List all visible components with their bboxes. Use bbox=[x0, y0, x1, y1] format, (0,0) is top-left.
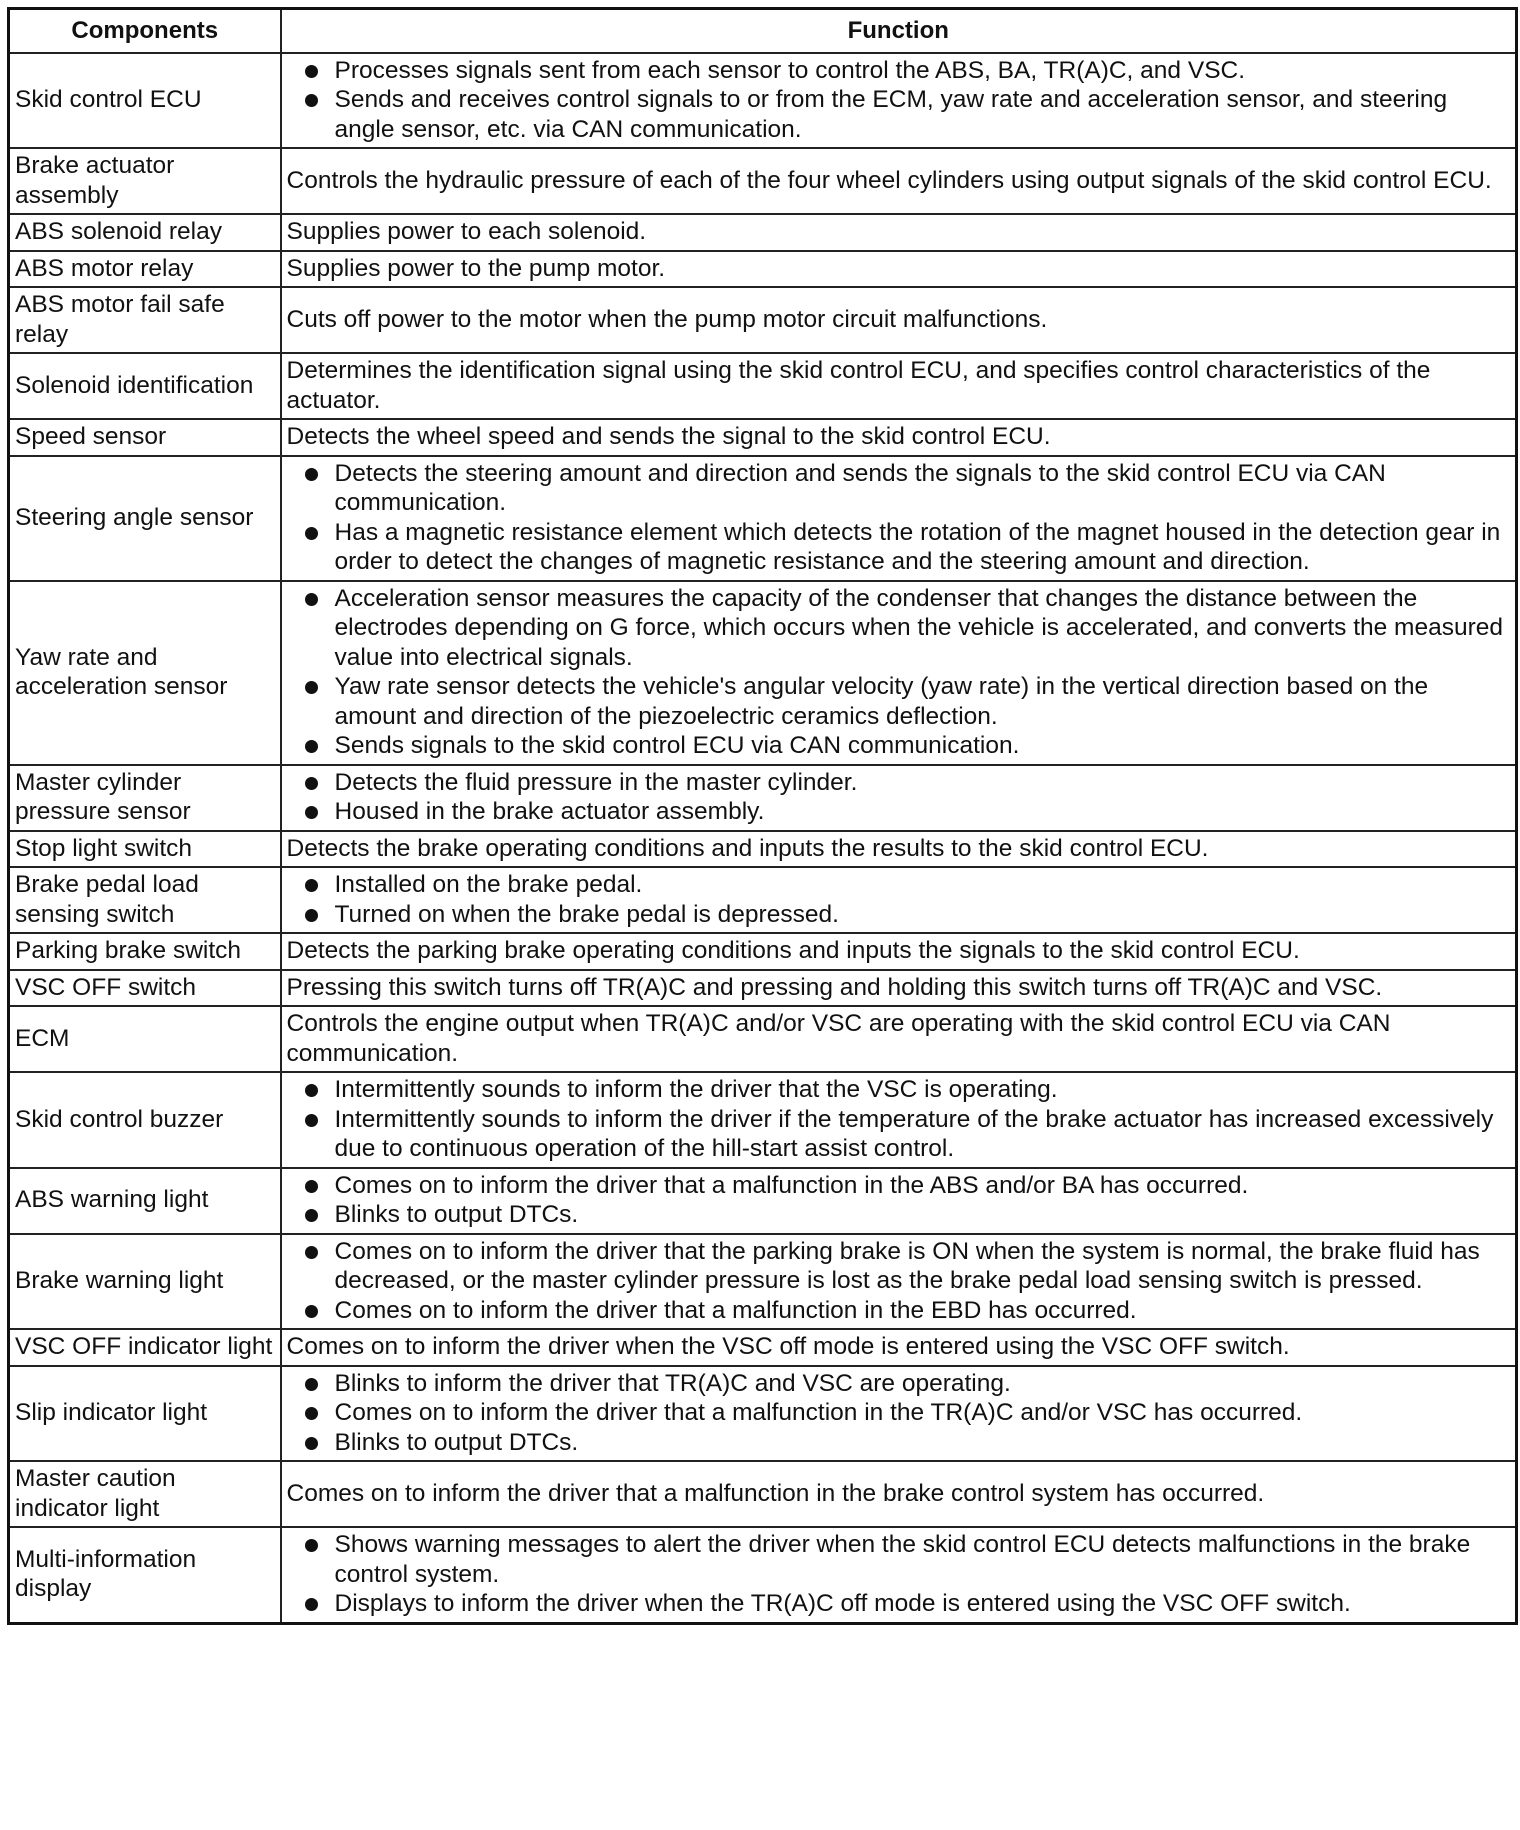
function-description-cell bbox=[281, 1366, 1517, 1462]
function-bullet-item: Shows warning messages to alert the driver when the skid control ECU detects malfunctions in the brake control system. bbox=[287, 1530, 1510, 1589]
function-description-cell: Supplies power to the pump motor. bbox=[281, 251, 1517, 288]
component-name-cell: ECM bbox=[9, 1006, 281, 1072]
table-row bbox=[9, 933, 1517, 970]
function-bullet-item: Housed in the brake actuator assembly. bbox=[287, 797, 1510, 827]
table-row bbox=[9, 581, 1517, 765]
component-name-cell: Solenoid identification bbox=[9, 353, 281, 419]
component-name-cell: Parking brake switch bbox=[9, 933, 281, 970]
function-bullet-list bbox=[287, 1530, 1510, 1619]
function-description-cell bbox=[281, 1168, 1517, 1234]
component-name-cell: ABS solenoid relay bbox=[9, 214, 281, 251]
component-name-cell: Stop light switch bbox=[9, 831, 281, 868]
component-name-cell: Brake actuator assembly bbox=[9, 148, 281, 214]
table-row bbox=[9, 1461, 1517, 1527]
component-name-cell: ABS motor fail safe relay bbox=[9, 287, 281, 353]
function-bullet-item: Blinks to output DTCs. bbox=[287, 1200, 1510, 1230]
table-row bbox=[9, 1329, 1517, 1366]
table-row bbox=[9, 456, 1517, 581]
function-bullet-list bbox=[287, 1237, 1510, 1326]
component-name-cell: Master cylinder pressure sensor bbox=[9, 765, 281, 831]
function-bullet-item: Comes on to inform the driver that the parking brake is ON when the system is normal, the brake fluid has decreased, or the master cylinder pressure is lost as the brake pedal load sensing switch is pressed. bbox=[287, 1237, 1510, 1296]
component-name-cell: Multi-information display bbox=[9, 1527, 281, 1623]
table-row bbox=[9, 1168, 1517, 1234]
function-bullet-list bbox=[287, 459, 1510, 577]
table-row bbox=[9, 1072, 1517, 1168]
function-bullet-item: Displays to inform the driver when the TR(A)C off mode is entered using the VSC OFF switch. bbox=[287, 1589, 1510, 1619]
function-bullet-item: Comes on to inform the driver that a malfunction in the TR(A)C and/or VSC has occurred. bbox=[287, 1398, 1510, 1428]
function-bullet-item: Detects the steering amount and direction and sends the signals to the skid control ECU via CAN communication. bbox=[287, 459, 1510, 518]
function-description-cell bbox=[281, 1234, 1517, 1330]
table-row bbox=[9, 214, 1517, 251]
component-name-cell: Slip indicator light bbox=[9, 1366, 281, 1462]
component-name-cell: Brake pedal load sensing switch bbox=[9, 867, 281, 933]
function-bullet-item: Blinks to inform the driver that TR(A)C and VSC are operating. bbox=[287, 1369, 1510, 1399]
function-bullet-item: Turned on when the brake pedal is depressed. bbox=[287, 900, 1510, 930]
function-bullet-item: Sends and receives control signals to or from the ECM, yaw rate and acceleration sensor, and steering angle sensor, etc. via CAN communication. bbox=[287, 85, 1510, 144]
function-description-cell bbox=[281, 581, 1517, 765]
function-bullet-item: Blinks to output DTCs. bbox=[287, 1428, 1510, 1458]
table-header-row bbox=[9, 9, 1517, 53]
table-row bbox=[9, 765, 1517, 831]
table-row bbox=[9, 287, 1517, 353]
function-bullet-list bbox=[287, 1171, 1510, 1230]
function-bullet-list bbox=[287, 768, 1510, 827]
function-description-cell: Determines the identification signal using the skid control ECU, and specifies control characteristics of the actuator. bbox=[281, 353, 1517, 419]
function-bullet-item: Yaw rate sensor detects the vehicle's angular velocity (yaw rate) in the vertical direction based on the amount and direction of the piezoelectric ceramics deflection. bbox=[287, 672, 1510, 731]
component-name-cell: Brake warning light bbox=[9, 1234, 281, 1330]
components-column-header: Components bbox=[9, 9, 281, 53]
table-row bbox=[9, 251, 1517, 288]
components-function-table bbox=[7, 7, 1518, 1625]
function-column-header: Function bbox=[281, 9, 1517, 53]
component-name-cell: Skid control buzzer bbox=[9, 1072, 281, 1168]
function-description-cell: Comes on to inform the driver when the VSC off mode is entered using the VSC OFF switch. bbox=[281, 1329, 1517, 1366]
function-description-cell: Controls the engine output when TR(A)C and/or VSC are operating with the skid control ECU via CAN communication. bbox=[281, 1006, 1517, 1072]
function-bullet-item: Processes signals sent from each sensor to control the ABS, BA, TR(A)C, and VSC. bbox=[287, 56, 1510, 86]
function-bullet-item: Comes on to inform the driver that a malfunction in the EBD has occurred. bbox=[287, 1296, 1510, 1326]
function-description-cell bbox=[281, 456, 1517, 581]
function-bullet-item: Comes on to inform the driver that a malfunction in the ABS and/or BA has occurred. bbox=[287, 1171, 1510, 1201]
table-row bbox=[9, 148, 1517, 214]
function-description-cell bbox=[281, 765, 1517, 831]
function-description-cell bbox=[281, 1527, 1517, 1623]
table-row bbox=[9, 1527, 1517, 1623]
function-description-cell: Controls the hydraulic pressure of each of the four wheel cylinders using output signals of the skid control ECU. bbox=[281, 148, 1517, 214]
function-bullet-item: Installed on the brake pedal. bbox=[287, 870, 1510, 900]
function-bullet-list bbox=[287, 584, 1510, 761]
function-bullet-item: Intermittently sounds to inform the driver that the VSC is operating. bbox=[287, 1075, 1510, 1105]
table-body bbox=[9, 53, 1517, 1624]
table-row bbox=[9, 1366, 1517, 1462]
function-bullet-list bbox=[287, 56, 1510, 145]
table-row bbox=[9, 1234, 1517, 1330]
table-row bbox=[9, 970, 1517, 1007]
table-row bbox=[9, 1006, 1517, 1072]
function-bullet-item: Has a magnetic resistance element which detects the rotation of the magnet housed in the detection gear in order to detect the changes of magnetic resistance and the steering amount and direction. bbox=[287, 518, 1510, 577]
table-row bbox=[9, 419, 1517, 456]
function-description-cell bbox=[281, 1072, 1517, 1168]
component-name-cell: Master caution indicator light bbox=[9, 1461, 281, 1527]
function-bullet-item: Acceleration sensor measures the capacity of the condenser that changes the distance between the electrodes depending on G force, which occurs when the vehicle is accelerated, and converts the measured value into electrical signals. bbox=[287, 584, 1510, 673]
function-description-cell: Detects the brake operating conditions and inputs the results to the skid control ECU. bbox=[281, 831, 1517, 868]
function-bullet-list bbox=[287, 870, 1510, 929]
function-bullet-list bbox=[287, 1075, 1510, 1164]
table-row bbox=[9, 867, 1517, 933]
document-page bbox=[7, 7, 1515, 1625]
component-name-cell: ABS warning light bbox=[9, 1168, 281, 1234]
function-bullet-item: Intermittently sounds to inform the driver if the temperature of the brake actuator has increased excessively due to continuous operation of the hill-start assist control. bbox=[287, 1105, 1510, 1164]
component-name-cell: VSC OFF switch bbox=[9, 970, 281, 1007]
component-name-cell: VSC OFF indicator light bbox=[9, 1329, 281, 1366]
component-name-cell: Yaw rate and acceleration sensor bbox=[9, 581, 281, 765]
table-row bbox=[9, 831, 1517, 868]
function-bullet-item: Detects the fluid pressure in the master cylinder. bbox=[287, 768, 1510, 798]
function-bullet-list bbox=[287, 1369, 1510, 1458]
table-row bbox=[9, 53, 1517, 149]
function-description-cell: Detects the wheel speed and sends the signal to the skid control ECU. bbox=[281, 419, 1517, 456]
function-description-cell: Detects the parking brake operating conditions and inputs the signals to the skid control ECU. bbox=[281, 933, 1517, 970]
table-row bbox=[9, 353, 1517, 419]
component-name-cell: Steering angle sensor bbox=[9, 456, 281, 581]
function-bullet-item: Sends signals to the skid control ECU via CAN communication. bbox=[287, 731, 1510, 761]
function-description-cell: Pressing this switch turns off TR(A)C and pressing and holding this switch turns off TR(A)C and VSC. bbox=[281, 970, 1517, 1007]
function-description-cell bbox=[281, 53, 1517, 149]
function-description-cell: Supplies power to each solenoid. bbox=[281, 214, 1517, 251]
component-name-cell: ABS motor relay bbox=[9, 251, 281, 288]
component-name-cell: Speed sensor bbox=[9, 419, 281, 456]
function-description-cell: Comes on to inform the driver that a malfunction in the brake control system has occurred. bbox=[281, 1461, 1517, 1527]
function-description-cell: Cuts off power to the motor when the pump motor circuit malfunctions. bbox=[281, 287, 1517, 353]
component-name-cell: Skid control ECU bbox=[9, 53, 281, 149]
function-description-cell bbox=[281, 867, 1517, 933]
